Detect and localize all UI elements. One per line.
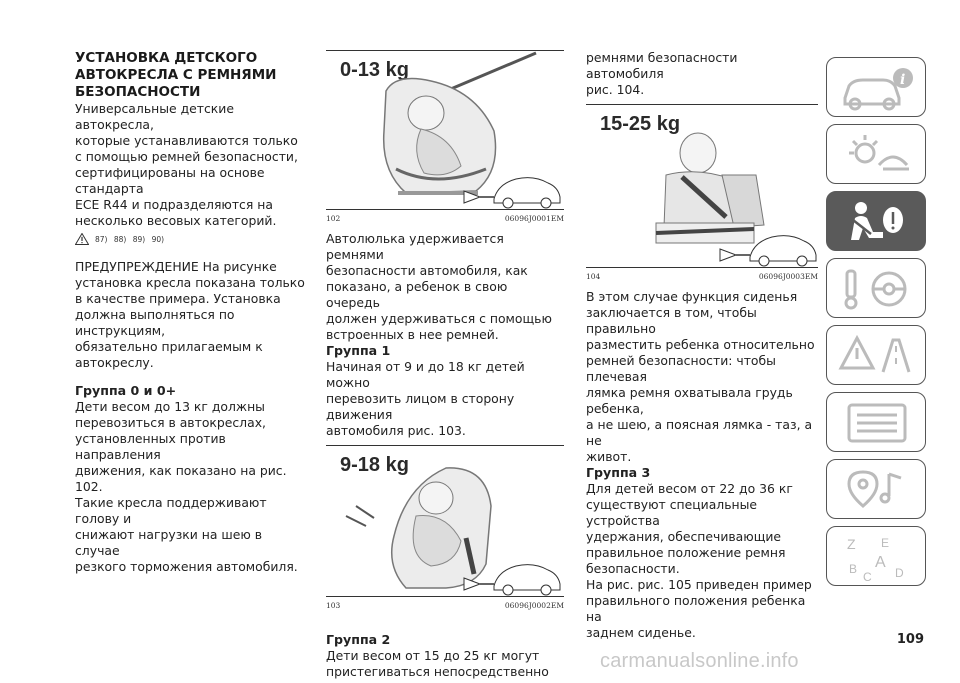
text-line: правильное положение ремня — [586, 545, 786, 560]
warning-ref[interactable]: 90) — [151, 234, 165, 244]
text-line: Универсальные детские автокресла, — [75, 101, 234, 132]
figure-weight-label: 15-25 kg — [600, 113, 681, 135]
tab-multimedia[interactable] — [826, 459, 926, 519]
dashboard-lights-icon — [827, 125, 927, 185]
chapter-tabs — [826, 57, 928, 593]
warning-ref-list — [95, 235, 168, 244]
text-line: перевозить лицом в сторону движения — [326, 391, 515, 422]
figure-code: 06096J0002EM — [504, 601, 564, 610]
warning-ref[interactable]: 87) — [95, 234, 108, 244]
title-line: АВТОКРЕСЛА С РЕМНЯМИ — [75, 67, 277, 83]
text-line: перевозиться в автокреслах, — [75, 415, 266, 430]
booster-seat-illustration — [586, 105, 818, 267]
section-title — [75, 50, 310, 101]
text-line: а не шею, а поясная лямка - таз, а не — [586, 417, 813, 448]
svg-text:Z: Z — [847, 536, 856, 552]
group0-heading: Группа 0 и 0+ — [75, 383, 177, 398]
figure-103 — [326, 445, 564, 597]
safety-airbag-icon — [827, 192, 927, 252]
figure-number: 102 — [326, 214, 341, 223]
text-line: с помощью ремней безопасности, — [75, 149, 298, 164]
svg-text:B: B — [849, 562, 858, 576]
child-seat-illustration — [326, 446, 564, 596]
text-line: автомобиля рис. 103. — [326, 423, 466, 438]
warning-ref[interactable]: 89) — [132, 234, 146, 244]
text-line: пристегиваться непосредственно — [326, 664, 549, 679]
tab-dashboard[interactable] — [826, 124, 926, 184]
text-line: Для детей весом от 22 до 36 кг — [586, 481, 793, 496]
text-line: лямка ремня охватывала грудь ребенка, — [586, 385, 793, 416]
figure-number: 103 — [326, 601, 341, 610]
text-line: Дети весом от 15 до 25 кг могут — [326, 648, 540, 663]
warning-triangle-icon — [75, 233, 89, 245]
warning-paragraph — [75, 259, 310, 371]
multimedia-icon — [827, 460, 927, 520]
text-line: безопасности. — [586, 561, 680, 576]
text-line: обязательно прилагаемым к автокреслу. — [75, 339, 263, 370]
text-line: показано, а ребенок в свою очередь — [326, 279, 508, 310]
text-line: движения, как показано на рис. 102. — [75, 463, 287, 494]
figure-102 — [326, 50, 564, 210]
page-number: 109 — [896, 632, 924, 647]
key-steering-icon — [827, 259, 927, 319]
figure-caption — [326, 214, 564, 223]
tab-starting-driving[interactable] — [826, 258, 926, 318]
text-line: ПРЕДУПРЕЖДЕНИЕ На рисунке — [75, 259, 277, 274]
svg-text:A: A — [875, 554, 886, 571]
tab-safety[interactable] — [826, 191, 926, 251]
warning-ref[interactable]: 88) — [113, 234, 127, 244]
column-right — [586, 50, 818, 641]
figure-number: 104 — [586, 272, 601, 281]
text-line: ремней безопасности: чтобы плечевая — [586, 353, 776, 384]
svg-text:C: C — [863, 570, 872, 584]
carrier-paragraph — [326, 231, 564, 343]
text-line: удержания, обеспечивающие — [586, 529, 782, 544]
text-line: ECE R44 и подразделяются на — [75, 197, 273, 212]
tab-maintenance[interactable] — [826, 392, 926, 452]
tab-emergency[interactable] — [826, 325, 926, 385]
text-line: правильного положения ребенка на — [586, 593, 806, 624]
tab-car-info[interactable] — [826, 57, 926, 117]
warning-road-icon — [827, 326, 927, 386]
title-line: БЕЗОПАСНОСТИ — [75, 84, 201, 100]
title-line: УСТАНОВКА ДЕТСКОГО — [75, 50, 258, 66]
text-line: снижают нагрузки на шею в случае — [75, 527, 263, 558]
figure-caption — [326, 601, 564, 610]
text-line: должен удерживаться с помощью — [326, 311, 552, 326]
text-line: встроенных в нее ремней. — [326, 327, 499, 342]
continued-paragraph — [586, 50, 818, 98]
text-line: Автолюлька удерживается ремнями — [326, 231, 504, 262]
text-line: в качестве примера. Установка — [75, 291, 281, 306]
text-line: которые устанавливаются только — [75, 133, 298, 148]
tab-index[interactable] — [826, 526, 926, 586]
infant-carrier-illustration — [326, 51, 564, 209]
text-line: сертифицированы на основе стандарта — [75, 165, 265, 196]
text-line: ремнями безопасности автомобиля — [586, 50, 738, 81]
figure-code: 06096J0003EM — [758, 272, 818, 281]
index-abcd-icon — [827, 527, 927, 587]
figure-104 — [586, 104, 818, 268]
text-line: безопасности автомобиля, как — [326, 263, 528, 278]
maintenance-list-icon — [827, 393, 927, 453]
group2-paragraph — [326, 648, 564, 680]
booster-paragraph — [586, 289, 818, 465]
svg-text:D: D — [895, 566, 904, 580]
group3-paragraph — [586, 481, 818, 641]
text-line: Такие кресла поддерживают голову и — [75, 495, 267, 526]
text-line: должна выполняться по инструкциям, — [75, 307, 235, 338]
text-line: Начиная от 9 и до 18 кг детей можно — [326, 359, 525, 390]
text-line: несколько весовых категорий. — [75, 213, 277, 228]
text-line: заднем сиденье. — [586, 625, 696, 640]
text-line: Дети весом до 13 кг должны — [75, 399, 265, 414]
text-line: На рис. рис. 105 приведен пример — [586, 577, 812, 592]
group0-paragraph — [75, 399, 310, 575]
group3-heading: Группа 3 — [586, 465, 651, 480]
figure-code: 06096J0001EM — [504, 214, 564, 223]
text-line: В этом случае функция сиденья — [586, 289, 798, 304]
text-line: разместить ребенка относительно — [586, 337, 815, 352]
svg-text:i: i — [900, 72, 906, 88]
text-line: рис. 104. — [586, 82, 645, 97]
car-info-icon — [827, 58, 927, 118]
text-line: установленных против направления — [75, 431, 226, 462]
text-line: установка кресла показана только — [75, 275, 305, 290]
watermark: carmanualsonline.info — [600, 650, 799, 672]
warning-references — [75, 233, 310, 245]
svg-text:E: E — [881, 536, 890, 550]
intro-paragraph — [75, 101, 310, 229]
group1-heading: Группа 1 — [326, 343, 391, 358]
text-line: заключается в том, чтобы правильно — [586, 305, 757, 336]
figure-weight-label: 0-13 kg — [340, 59, 409, 81]
group2-heading: Группа 2 — [326, 632, 391, 647]
figure-weight-label: 9-18 kg — [340, 454, 409, 476]
column-middle — [326, 50, 564, 680]
text-line: существуют специальные устройства — [586, 497, 758, 528]
group1-paragraph — [326, 359, 564, 439]
text-line: живот. — [586, 449, 632, 464]
figure-caption — [586, 272, 818, 281]
text-line: резкого торможения автомобиля. — [75, 559, 298, 574]
column-left — [75, 50, 310, 575]
